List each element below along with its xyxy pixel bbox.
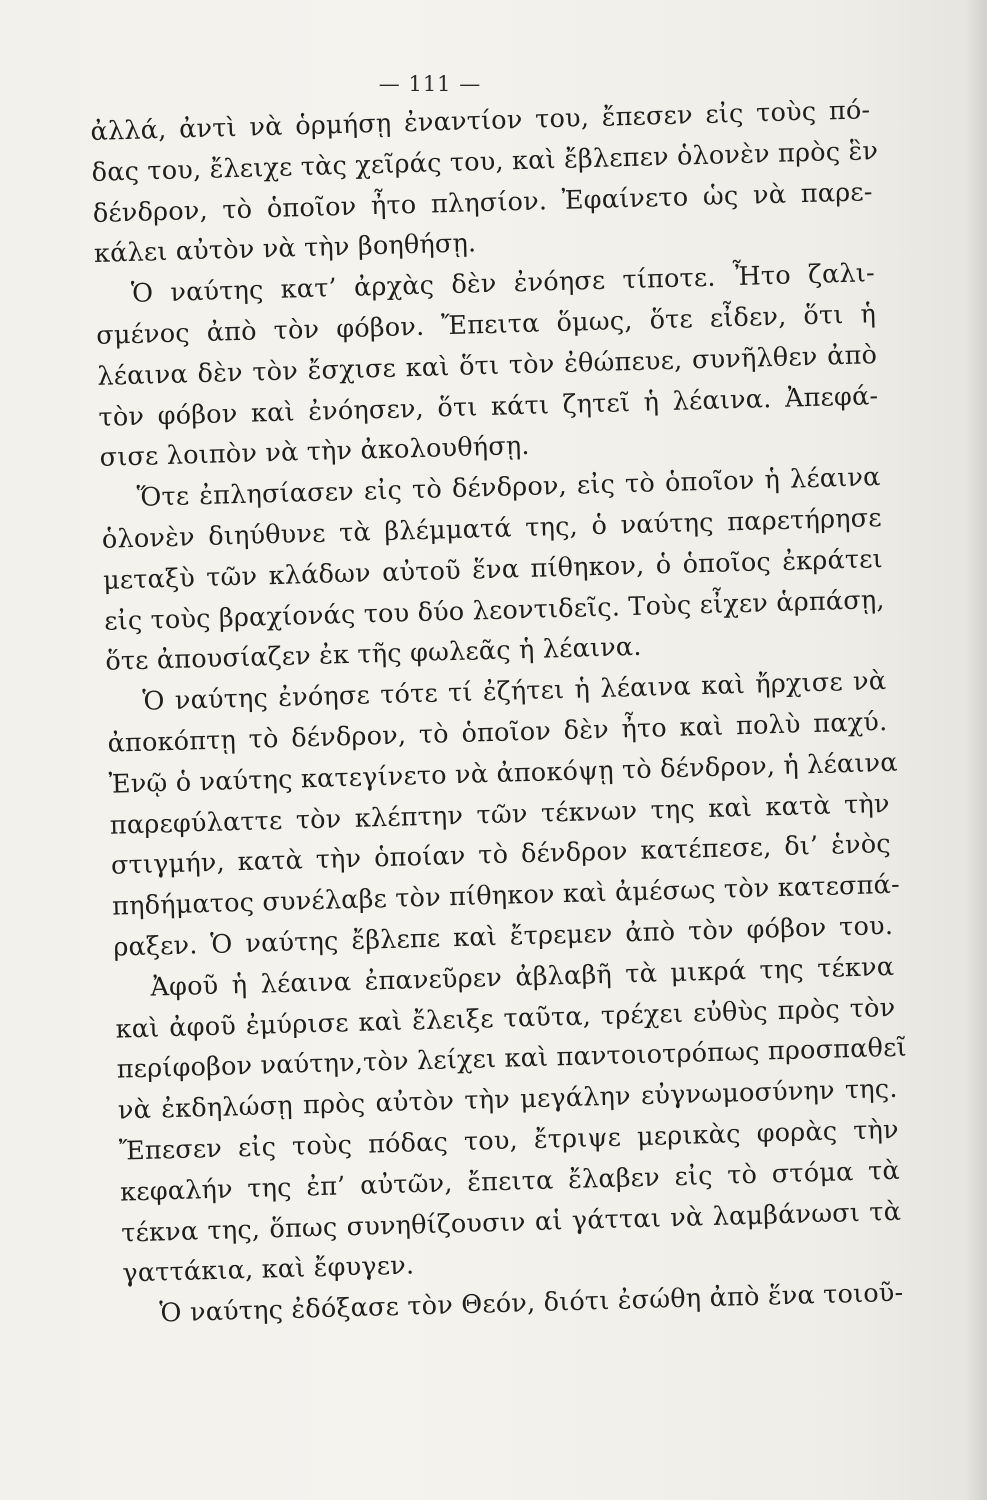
text-line: λέαινα δὲν τὸν ἔσχισε καὶ ὅτι τὸν ἐθώπευε, συνῆλθεν ἀπὸ [96,339,878,392]
text-line: παρεφύλαττε τὸν κλέπτην τῶν τέκνων της καὶ κατὰ τὴν [109,788,891,841]
text-line: ραξεν. Ὁ ναύτης ἔβλεπε καὶ ἔτρεμεν ἀπὸ τὸν φόβον του. [112,910,894,963]
text-line: τέκνα της, ὅπως συνηθίζουσιν αἱ γάτται νὰ λαμβάνωσι τὰ [120,1196,902,1249]
page-number: — 111 — [378,72,482,96]
text-line: Ὁ ναύτης ἐνόησε τότε τί ἐζήτει ἡ λέαινα καὶ ἤρχισε νὰ [142,666,887,717]
text-line: τὸν φόβον καὶ ἐνόησεν, ὅτι κάτι ζητεῖ ἡ λέαινα. Ἀπεφά- [98,380,879,433]
text-line: στιγμήν, κατὰ τὴν ὁποίαν τὸ δένδρον κατέπεσε, δι’ ἑνὸς [110,829,892,882]
text-line: ὅτε ἀπουσίαζεν ἐκ τῆς φωλεᾶς ἡ λέαινα. [104,632,642,678]
text-line: νὰ ἐκδηλώσῃ πρὸς αὐτὸν τὴν μεγάλην εὐγνωμοσύνην της. [117,1073,899,1126]
text-line: γαττάκια, καὶ ἔφυγεν. [122,1250,415,1289]
text-line: δένδρον, τὸ ὁποῖον ἦτο πλησίον. Ἐφαίνετο ὡς νὰ παρε- [92,176,873,229]
text-line: Ὁ ναύτης ἐδόξασε τὸν Θεόν, διότι ἐσώθη ἀπὸ ἕνα τοιοῦ- [159,1277,904,1329]
text-line: ὁλονὲν διηύθυνε τὰ βλέμματά της, ὁ ναύτης παρετήρησε [101,503,883,555]
text-line: σισε λοιπὸν νὰ τὴν ἀκολουθήσῃ. [99,431,531,474]
text-line: μεταξὺ τῶν κλάδων αὐτοῦ ἕνα πίθηκον, ὁ ὁποῖος ἐκράτει [102,543,884,596]
text-line: κάλει αὐτὸν νὰ τὴν βοηθήσῃ. [93,228,477,270]
text-line: Ὁ ναύτης κατ’ ἀρχὰς δὲν ἐνόησε τίποτε. Ἦτο ζαλι- [130,258,876,310]
text-line: σμένος ἀπὸ τὸν φόβον. Ἔπειτα ὅμως, ὅτε εἶδεν, ὅτι ἡ [95,299,877,351]
text-line: ἀποκόπτῃ τὸ δένδρον, τὸ ὁποῖον δὲν ἦτο καὶ πολὺ παχύ. [107,706,888,759]
text-line: Ἔπεσεν εἰς τοὺς πόδας του, ἔτριψε μερικὰς φορὰς τὴν [118,1114,900,1167]
text-line: περίφοβον ναύτην,τὸν λείχει καὶ παντοιοτρόπως προσπαθεῖ [116,1032,908,1085]
text-line: καὶ ἀφοῦ ἐμύρισε καὶ ἔλειξε ταῦτα, τρέχει εὐθὺς πρὸς τὸν [115,992,896,1045]
text-line: Ἀφοῦ ἡ λέαινα ἐπανεῦρεν ἀβλαβῆ τὰ μικρά της τέκνα [150,951,895,1003]
page-edge-shadow [965,0,987,1500]
text-line: Ἐνῷ ὁ ναύτης κατεγίνετο νὰ ἀποκόψῃ τὸ δένδρον, ἡ λέαινα [108,747,899,800]
text-line: ἀλλά, ἀντὶ νὰ ὁρμήσῃ ἐναντίον του, ἔπεσεν εἰς τοὺς πό- [90,95,871,147]
text-line: πηδήματος συνέλαβε τὸν πίθηκον καὶ ἀμέσως τὸν κατεσπά- [111,869,901,922]
text-line: Ὅτε ἐπλησίασεν εἰς τὸ δένδρον, εἰς τὸ ὁποῖον ἡ λέαινα [136,462,881,514]
text-line: κεφαλήν της ἐπ’ αὐτῶν, ἔπειτα ἔλαβεν εἰς τὸ στόμα τὰ [119,1155,901,1208]
text-line: εἰς τοὺς βραχίονάς του δύο λεοντιδεῖς. Τοὺς εἶχεν ἁρπάσῃ, [103,584,886,637]
body-text [90,90,908,1335]
text-line: δας του, ἔλειχε τὰς χεῖράς του, καὶ ἔβλεπεν ὁλονὲν πρὸς ἓν [91,135,879,188]
